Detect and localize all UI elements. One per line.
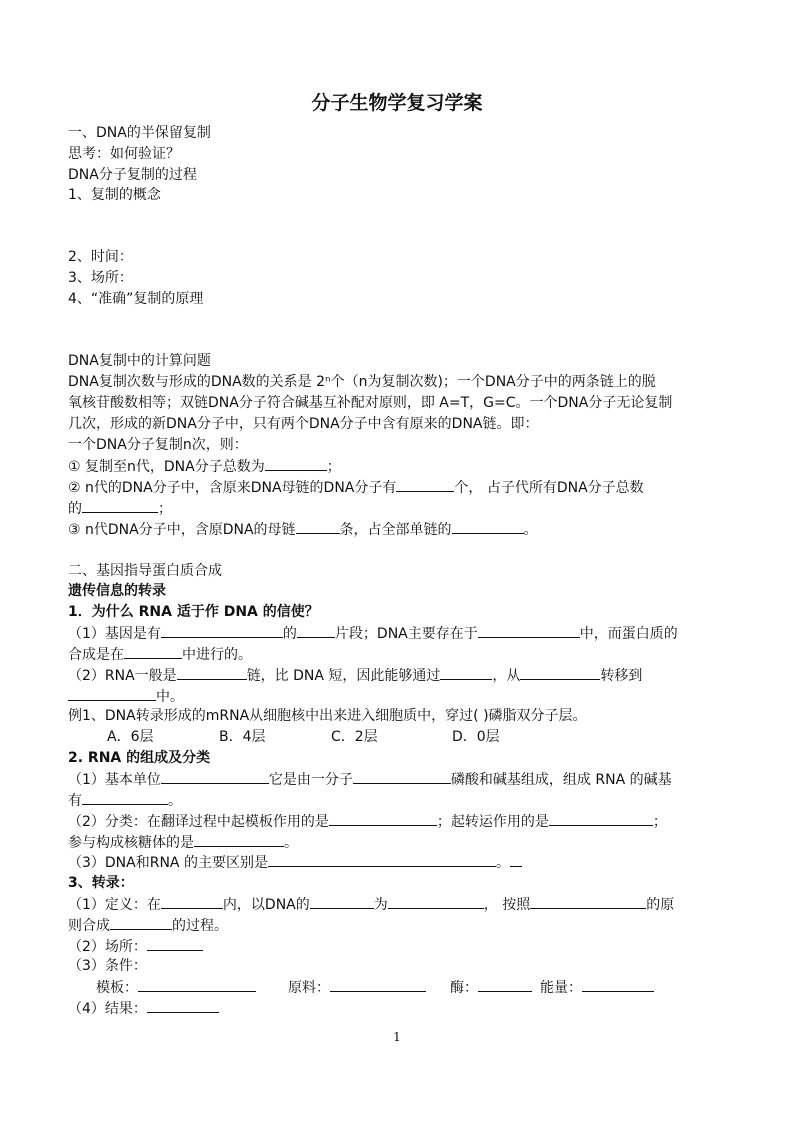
fill-line	[68, 666, 642, 685]
answer-blank[interactable]	[353, 770, 451, 784]
answer-blank[interactable]	[161, 895, 223, 909]
item-place: 3、场所：	[68, 270, 133, 286]
fill-line	[68, 624, 678, 643]
answer-blank[interactable]	[194, 833, 284, 847]
answer-blank[interactable]	[82, 791, 168, 805]
fill-line	[68, 770, 672, 789]
answer-blank[interactable]	[147, 999, 219, 1013]
answer-blank[interactable]	[268, 853, 496, 867]
fill-line	[96, 978, 654, 997]
answer-blank[interactable]	[124, 645, 182, 659]
answer-blank[interactable]	[329, 812, 437, 826]
text: （2）分类：在翻译过程中起模板作用的是	[68, 814, 329, 830]
fill-line	[68, 999, 219, 1018]
text: 的过程。	[172, 918, 228, 934]
fill-line	[68, 687, 184, 706]
section2-heading: 二、基因指导蛋白质合成	[68, 563, 222, 579]
text: 转移到	[600, 668, 643, 684]
question-3-end: 。	[523, 522, 538, 538]
answer-blank[interactable]	[296, 520, 340, 534]
fill-line	[68, 833, 298, 852]
question-2-text2: 个， 占子代所有DNA分子总数	[454, 480, 644, 496]
fill-line	[68, 895, 674, 914]
answer-blank[interactable]	[330, 978, 426, 992]
section1-heading: 一、DNA的半保留复制	[68, 125, 211, 141]
fill-line	[68, 791, 182, 810]
text: 原料：	[288, 980, 330, 996]
option-b[interactable]: B．4层	[219, 729, 266, 745]
example-question: 例1、DNA转录形成的mRNA从细胞核中出来进入细胞质中，穿过( )磷脂双分子层。	[68, 708, 587, 724]
question-transcription: 3、转录：	[68, 875, 134, 891]
item-concept: 1、复制的概念	[68, 187, 161, 203]
question-3-text: ③ n代DNA分子中，含原DNA的母链	[68, 522, 296, 538]
question-rna-composition: 2. RNA 的组成及分类	[68, 750, 211, 766]
text: 为	[373, 897, 388, 913]
fill-line	[68, 853, 522, 872]
item-time: 2、时间：	[68, 249, 133, 265]
answer-blank[interactable]	[549, 812, 653, 826]
answer-blank[interactable]	[82, 499, 158, 513]
think-line: 思考：如何验证？	[68, 146, 180, 162]
text: 的原	[646, 897, 675, 913]
text: 。	[495, 855, 510, 871]
text: 它是由一分子	[268, 772, 353, 788]
question-3	[68, 520, 538, 539]
text: 模板：	[96, 980, 138, 996]
question-3-text2: 条，占全部单链的	[339, 522, 452, 538]
calc-paragraph-line3: 几次，形成的新DNA分子中，只有两个DNA分子中含有原来的DNA链。即：	[68, 416, 539, 432]
answer-blank[interactable]	[177, 666, 247, 680]
text: （2）RNA一般是	[68, 668, 177, 684]
text: （1）定义：在	[68, 897, 161, 913]
text: 片段；DNA主要存在于	[334, 626, 478, 642]
answer-blank[interactable]	[452, 520, 524, 534]
text: （1）基因是有	[68, 626, 161, 642]
answer-blank[interactable]	[440, 666, 492, 680]
text: 酶：	[450, 980, 478, 996]
fill-line	[68, 916, 228, 935]
text: ；起转运作用的是	[436, 814, 549, 830]
text: 链，比 DNA 短，因此能够通过	[246, 668, 441, 684]
calc-paragraph-line4: 一个DNA分子复制n次，则：	[68, 437, 248, 453]
answer-blank[interactable]	[110, 916, 172, 930]
question-2-text3: 的	[68, 501, 82, 517]
page-number: 1	[393, 1030, 401, 1044]
conditions-label: （3）条件：	[68, 958, 147, 974]
page-title: 分子生物学复习学案	[311, 92, 483, 114]
fill-line	[68, 937, 203, 956]
text: 合成是在	[68, 647, 124, 663]
text: 则合成	[68, 918, 110, 934]
question-2-end: ；	[158, 501, 172, 517]
answer-blank[interactable]	[530, 895, 646, 909]
text: 能量：	[540, 980, 582, 996]
calc-paragraph-line1: DNA复制次数与形成的DNA数的关系是 2ⁿ个（n为复制次数)；一个DNA分子中的两条链上的脱	[68, 374, 656, 390]
text: ；	[652, 814, 667, 830]
option-a[interactable]: A．6层	[107, 729, 154, 745]
text: （4）结果：	[68, 1001, 147, 1017]
text: 。	[284, 835, 298, 851]
answer-blank[interactable]	[582, 978, 654, 992]
text: 有	[68, 793, 82, 809]
text: 中。	[156, 689, 184, 705]
answer-blank[interactable]	[297, 624, 335, 638]
calc-paragraph-line2: 氧核苷酸数相等；双链DNA分子符合碱基互补配对原则，即 A=T，G=C。一个DNA分子无论复制	[68, 395, 673, 411]
answer-blank[interactable]	[265, 457, 327, 471]
question-1-end: ；	[326, 459, 341, 475]
answer-blank[interactable]	[520, 666, 600, 680]
option-d[interactable]: D．0层	[452, 729, 500, 745]
text: ， 按照	[483, 897, 531, 913]
text: 。	[168, 793, 182, 809]
calc-heading: DNA复制中的计算问题	[68, 353, 211, 369]
text: 中，而蛋白质的	[579, 626, 678, 642]
answer-blank[interactable]	[478, 624, 580, 638]
answer-blank[interactable]	[478, 978, 532, 992]
question-2-cont	[68, 499, 172, 518]
text: 的	[282, 626, 297, 642]
answer-blank[interactable]	[396, 478, 454, 492]
text: 中进行的。	[182, 647, 252, 663]
text: （3）DNA和RNA 的主要区别是	[68, 855, 268, 871]
question-2	[68, 478, 644, 497]
fill-line	[68, 812, 667, 831]
text: 磷酸和碱基组成，组成 RNA 的碱基	[450, 772, 672, 788]
question-rna-messenger: 1．为什么 RNA 适于作 DNA 的信使？	[68, 604, 319, 620]
answer-blank[interactable]	[68, 687, 156, 701]
answer-blank[interactable]	[161, 770, 269, 784]
text: 参与构成核糖体的是	[68, 835, 194, 851]
option-c[interactable]: C．2层	[331, 729, 378, 745]
answer-blank[interactable]	[138, 978, 256, 992]
fill-line	[68, 645, 252, 664]
item-principle: 4、“准确”复制的原理	[68, 291, 204, 307]
process-line: DNA分子复制的过程	[68, 167, 197, 183]
answer-blank[interactable]	[310, 895, 374, 909]
answer-blank[interactable]	[510, 853, 522, 867]
text: ，从	[492, 668, 521, 684]
question-2-text: ② n代的DNA分子中，含原来DNA母链的DNA分子有	[68, 480, 397, 496]
question-1	[68, 457, 341, 476]
question-1-text: ① 复制至n代，DNA分子总数为	[68, 459, 265, 475]
answer-blank[interactable]	[388, 895, 484, 909]
subsection-transcription: 遗传信息的转录	[68, 583, 166, 599]
answer-blank[interactable]	[161, 624, 283, 638]
answer-blank[interactable]	[147, 937, 203, 951]
text: 内，以DNA的	[222, 897, 310, 913]
text: （1）基本单位	[68, 772, 161, 788]
text: （2）场所：	[68, 939, 147, 955]
